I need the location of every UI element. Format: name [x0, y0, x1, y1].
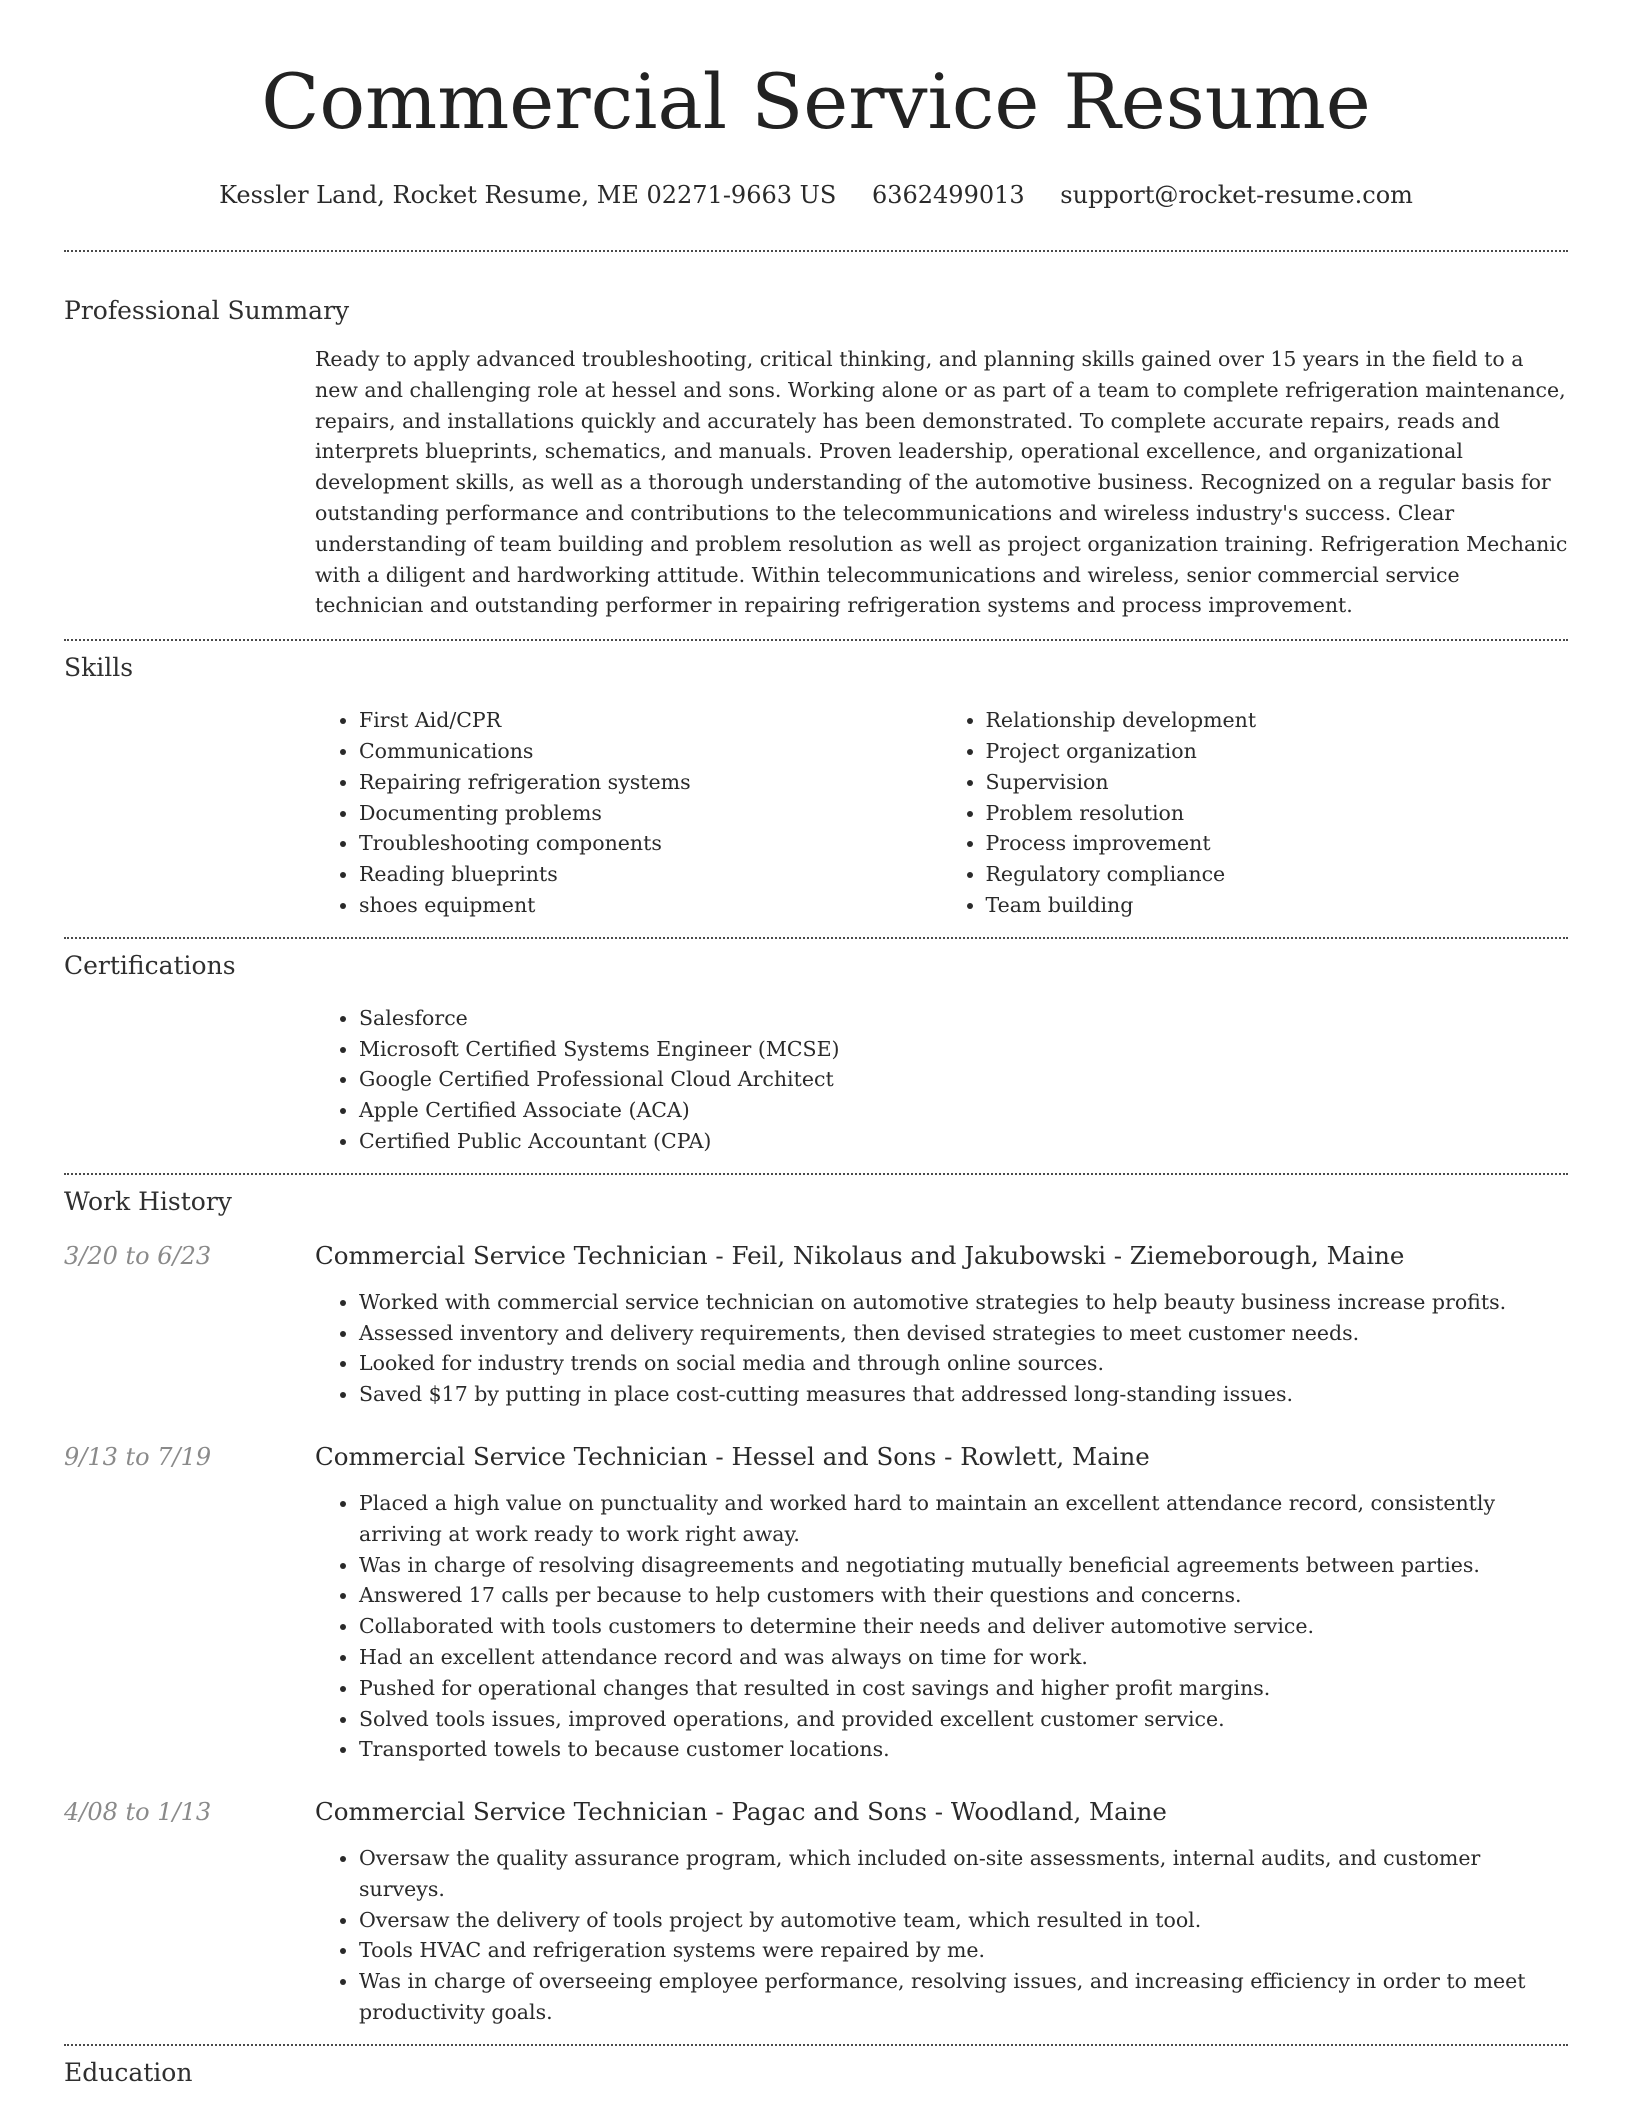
- skill-item: • Repairing refrigeration systems: [359, 767, 942, 798]
- job-bullet: • Had an excellent attendance record and was always on time for work.: [359, 1642, 1568, 1673]
- summary-text: Ready to apply advanced troubleshooting, critical thinking, and planning skills gained over 15 years in the field to a new and challenging role at hessel and sons. Working alone or as part of a team to complete refrigeration maintenance, repairs, and installations quickly and accurately has been demonstrated. To complete accurate repairs, reads and interprets blueprints, schematics, and manuals. Proven leadership, operational excellence, and organizational development skills, as well as a thorough understanding of the automotive business. Recognized on a regular basis for outstanding performance and contributions to the telecommunications and wireless industry's success. Clear understanding of team building and problem resolution as well as project organization training. Refrigeration Mechanic with a diligent and hardworking attitude. Within telecommunications and wireless, senior commercial service technician and outstanding performer in repairing refrigeration systems and process improvement.: [315, 347, 1568, 618]
- job-bullet: • Was in charge of resolving disagreements and negotiating mutually beneficial agreements between parties.: [359, 1550, 1568, 1581]
- job-bullet: • Assessed inventory and delivery requirements, then devised strategies to meet customer needs.: [359, 1318, 1568, 1349]
- certification-item: • Apple Certified Associate (ACA): [359, 1095, 1568, 1126]
- resume-title: Commercial Service Resume: [261, 57, 1371, 146]
- job-header: [64, 1239, 1568, 1273]
- section-divider: [64, 1173, 1568, 1175]
- job-bullets: [315, 1287, 1568, 1410]
- job-bullet: • Answered 17 calls per because to help customers with their questions and concerns.: [359, 1580, 1568, 1611]
- job-bullet: • Solved tools issues, improved operations, and provided excellent customer service.: [359, 1704, 1568, 1735]
- certification-item: • Certified Public Accountant (CPA): [359, 1126, 1568, 1157]
- section-divider: [64, 937, 1568, 939]
- certification-item: • Google Certified Professional Cloud Architect: [359, 1064, 1568, 1095]
- job-title: Commercial Service Technician - Feil, Nikolaus and Jakubowski - Ziemeborough, Maine: [315, 1240, 1405, 1270]
- job-title: Commercial Service Technician - Hessel and Sons - Rowlett, Maine: [315, 1441, 1150, 1471]
- certifications-section: [64, 949, 1568, 1157]
- work-history-heading: Work History: [64, 1186, 232, 1216]
- skill-item: • Supervision: [986, 767, 1569, 798]
- contact-phone: 6362499013: [871, 181, 1025, 209]
- job-bullets: [315, 1843, 1568, 2028]
- skill-item: • Regulatory compliance: [986, 859, 1569, 890]
- summary-section: [64, 294, 1568, 621]
- summary-heading: Professional Summary: [64, 296, 350, 325]
- contact-line: [64, 180, 1568, 210]
- skill-item: • First Aid/CPR: [359, 705, 942, 736]
- section-divider: [64, 250, 1568, 252]
- job-entry: [64, 1795, 1568, 2028]
- summary-body: [315, 344, 1568, 621]
- job-bullet: • Oversaw the delivery of tools project by automotive team, which resulted in tool.: [359, 1905, 1568, 1936]
- skills-list-left: [315, 705, 942, 921]
- job-bullets: [315, 1488, 1568, 1765]
- skills-section: [64, 651, 1568, 921]
- certifications-body: [315, 1003, 1568, 1157]
- job-bullet: • Worked with commercial service technician on automotive strategies to help beauty business increase profits.: [359, 1287, 1568, 1318]
- skill-item: • Team building: [986, 890, 1569, 921]
- contact-address: Kessler Land, Rocket Resume, ME 02271-9663 US: [219, 181, 837, 209]
- section-divider: [64, 2044, 1568, 2046]
- job-bullet: • Tools HVAC and refrigeration systems were repaired by me.: [359, 1935, 1568, 1966]
- skill-item: • Troubleshooting components: [359, 828, 942, 859]
- skill-item: • Reading blueprints: [359, 859, 942, 890]
- job-header: [64, 1795, 1568, 1829]
- education-section: [64, 2056, 1568, 2090]
- job-bullet: • Was in charge of overseeing employee performance, resolving issues, and increasing efficiency in order to meet productivity goals.: [359, 1966, 1568, 2028]
- job-body: [315, 1488, 1568, 1765]
- job-header: [64, 1440, 1568, 1474]
- job-bullet: • Looked for industry trends on social media and through online sources.: [359, 1348, 1568, 1379]
- job-dates: 4/08 to 1/13: [64, 1798, 212, 1827]
- skills-heading: Skills: [64, 653, 134, 683]
- job-bullet: • Pushed for operational changes that resulted in cost savings and higher profit margins.: [359, 1673, 1568, 1704]
- certifications-heading: Certifications: [64, 950, 236, 980]
- certification-item: • Salesforce: [359, 1003, 1568, 1034]
- job-dates: 9/13 to 7/19: [64, 1442, 212, 1471]
- skills-columns: [315, 705, 1568, 921]
- job-title: Commercial Service Technician - Pagac and Sons - Woodland, Maine: [315, 1797, 1167, 1827]
- job-entry: [64, 1440, 1568, 1765]
- contact-email: support@rocket-resume.com: [1060, 181, 1413, 209]
- job-bullet: • Oversaw the quality assurance program, which included on-site assessments, internal audits, and customer surveys.: [359, 1843, 1568, 1905]
- job-bullet: • Transported towels to because customer locations.: [359, 1734, 1568, 1765]
- section-divider: [64, 639, 1568, 641]
- skill-item: • Communications: [359, 736, 942, 767]
- job-body: [315, 1287, 1568, 1410]
- skill-item: • shoes equipment: [359, 890, 942, 921]
- skill-item: • Relationship development: [986, 705, 1569, 736]
- job-body: [315, 1843, 1568, 2028]
- skills-list-right: [942, 705, 1569, 921]
- certification-item: • Microsoft Certified Systems Engineer (MCSE): [359, 1034, 1568, 1065]
- job-entry: [64, 1239, 1568, 1410]
- skill-item: • Project organization: [986, 736, 1569, 767]
- education-heading: Education: [64, 2057, 193, 2087]
- job-dates: 3/20 to 6/23: [64, 1241, 212, 1270]
- skill-item: • Process improvement: [986, 828, 1569, 859]
- job-bullet: • Placed a high value on punctuality and worked hard to maintain an excellent attendance record, consistently arriving at work ready to work right away.: [359, 1488, 1568, 1550]
- job-bullet: • Saved $17 by putting in place cost-cutting measures that addressed long-standing issues.: [359, 1379, 1568, 1410]
- skill-item: • Documenting problems: [359, 798, 942, 829]
- job-bullet: • Collaborated with tools customers to determine their needs and deliver automotive service.: [359, 1611, 1568, 1642]
- skill-item: • Problem resolution: [986, 798, 1569, 829]
- work-history-section: [64, 1185, 1568, 2028]
- certifications-list: [315, 1003, 1568, 1157]
